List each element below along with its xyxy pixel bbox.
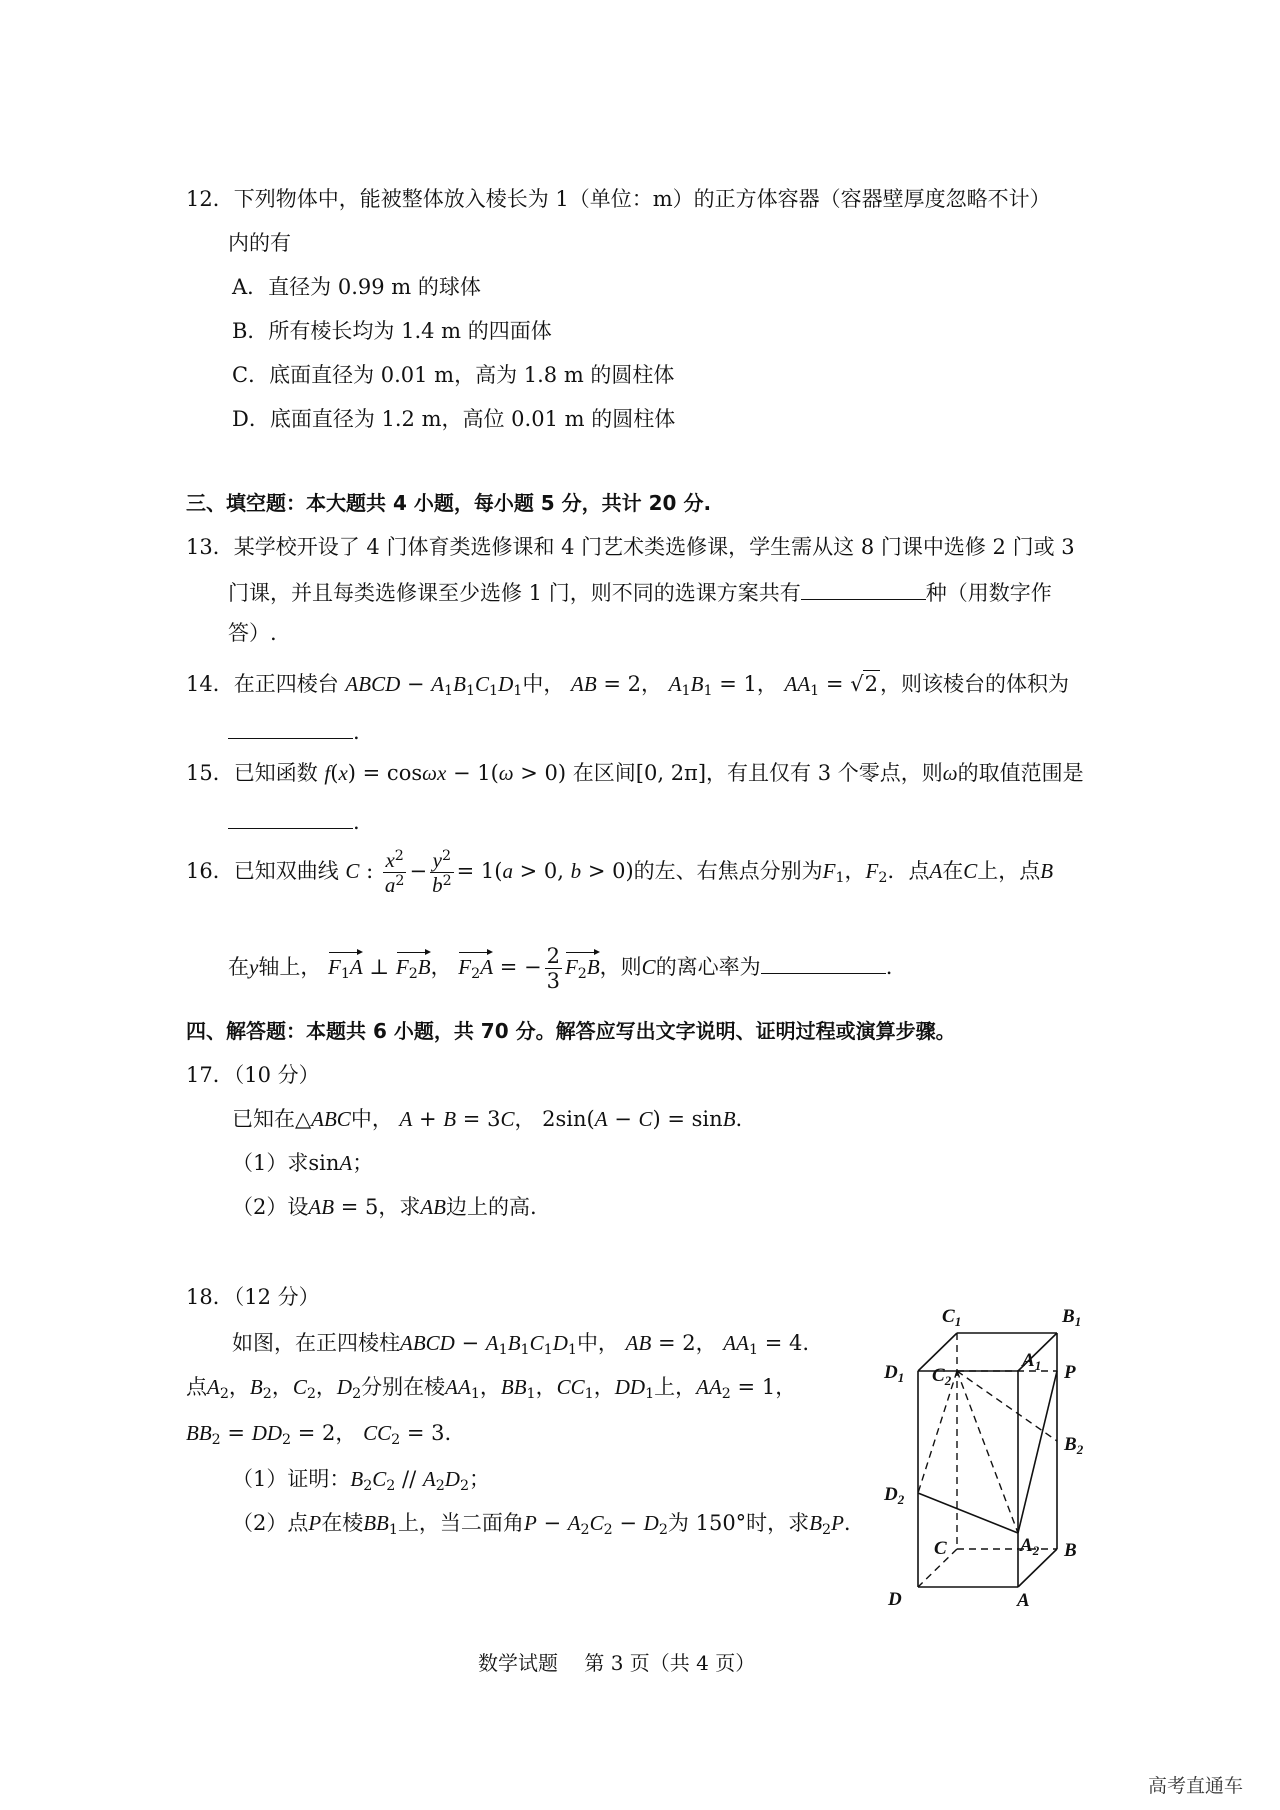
q16-text5: 上，点: [977, 859, 1041, 884]
line-c2d2: [918, 1371, 957, 1493]
section4-header: 四、解答题：本题共 6 小题，共 70 分。解答应写出文字说明、证明过程或演算步骤。: [186, 1019, 956, 1043]
q17-condition1-formula: A + B = 3C: [399, 1107, 515, 1131]
q18-text1: 如图，在正四棱柱: [232, 1331, 400, 1355]
q15-line2: [228, 806, 360, 836]
q17-part2-text2: ，求: [378, 1195, 421, 1219]
q16-text1: 已知双曲线: [233, 859, 339, 884]
q13-text2: 门课，并且每类选修课至少选修 1 门，则不同的选课方案共有: [228, 581, 801, 606]
q16-answer-blank[interactable]: [761, 951, 886, 974]
page-footer: 数学试题 第 3 页（共 4 页）: [478, 1651, 756, 1675]
q18-text4: 分别在棱: [361, 1375, 446, 1399]
q18-cc2-formula: $CC_2 = 3$: [363, 1421, 445, 1448]
q18-prism-formula: ABCD − $A_1B_1C_1D_1$: [400, 1331, 577, 1358]
q18-part2: （2）点P在棱$BB_1$上，当二面角$P - A_2C_2 - D_2$为 150°时，求$B_2P$.: [232, 1511, 851, 1538]
label-b: B: [1064, 1540, 1077, 1561]
q13-answer-blank[interactable]: [801, 577, 926, 600]
q12-stem: 下列物体中，能被整体放入棱长为 1（单位：m）的正方体容器（容器壁厚度忽略不计）: [233, 187, 1051, 211]
q14-line1: 14．在正四棱台 ABCD − $A_1B_1C_1D_1$中， AB = 2， $A_1B_1 = 1$， $AA_1 = √2$，则该棱台的体积为: [186, 672, 1069, 699]
q18-aa1-formula: $AA_1 = 4$: [723, 1331, 803, 1358]
q18-line1: 如图，在正四棱柱ABCD − $A_1B_1C_1D_1$中， AB = 2， $AA_1 = 4$.: [232, 1331, 810, 1358]
q15-omega: ω: [942, 761, 958, 785]
q15-number: 15．: [186, 761, 234, 785]
q12-option-a: A．直径为 0.99 m 的球体: [232, 275, 481, 299]
label-c1: $C_1$: [942, 1306, 962, 1329]
q16-var-y: y: [249, 955, 259, 980]
q15-text2: 在区间[0, 2π]，有且仅有 3 个零点，则: [572, 761, 943, 785]
q18-text3: 点: [186, 1375, 207, 1399]
section3-header: 三、填空题：本大题共 4 小题，每小题 5 分，共计 20 分.: [186, 491, 712, 515]
q16-ratio-formula: $F_2A$ = − $\frac{2}{3}$ $F_2B$: [458, 944, 600, 994]
q14-aa1-formula: $AA_1 = √2$: [784, 672, 878, 699]
q18-b2p: $B_2P$: [809, 1511, 844, 1538]
label-a2: $A_2$: [1020, 1535, 1040, 1558]
q13-number: 13．: [186, 535, 234, 559]
q14-text2: 中，: [522, 672, 565, 696]
q13-line1: [186, 534, 1075, 561]
q18-part2-text1: （2）点: [232, 1511, 309, 1535]
label-a: A: [1017, 1590, 1030, 1611]
q18-points: $A_2$，$B_2$，$C_2$，$D_2$: [207, 1375, 362, 1402]
q16-text7: 轴上，: [258, 955, 322, 980]
label-b2: $B_2$: [1064, 1434, 1084, 1457]
q15-line1: [186, 760, 1084, 787]
watermark-logo-text: 高考直通车: [1148, 1775, 1244, 1797]
q16-var-c: C: [963, 859, 978, 884]
q15-text3: 的取值范围是: [957, 761, 1084, 785]
q17-part2: [232, 1194, 537, 1221]
q14-frustum-formula: ABCD − $A_1B_1C_1D_1$: [345, 672, 523, 699]
q16-var-a: A: [929, 859, 943, 884]
q15-end: .: [353, 810, 360, 835]
q18-ab-formula: AB = 2: [625, 1331, 696, 1355]
q16-line1: [186, 848, 1053, 897]
label-b1: $B_1$: [1062, 1306, 1082, 1329]
q12-number: 12．: [186, 187, 234, 211]
q14-number: 14．: [186, 672, 234, 696]
label-c: C: [934, 1538, 947, 1559]
label-d: D: [888, 1589, 902, 1610]
q16-text3: ．点: [887, 859, 930, 884]
label-a1: $A_1$: [1022, 1350, 1042, 1373]
q17-line1: 已知在△ABC中， A + B = 3C， 2sin(A − C) = sinB.: [232, 1107, 743, 1131]
q16-var-c2: C: [641, 955, 656, 980]
q16-text4: 在: [942, 859, 964, 884]
q17-part2-text1: （2）设: [232, 1195, 309, 1219]
q18-bb1: $BB_1$: [363, 1511, 398, 1538]
q16-end: .: [885, 955, 893, 980]
q18-head: 18．（12 分）: [186, 1285, 320, 1309]
q17-text1: 已知在△: [232, 1107, 312, 1131]
q18-part2-text3: 上，当二面角: [397, 1511, 524, 1535]
label-c2: $C_2$: [932, 1365, 952, 1388]
q16-text8: ，则: [599, 955, 642, 980]
q18-line3: $BB_2 = DD_2 = 2$， $CC_2 = 3$.: [186, 1421, 452, 1448]
q18-edges: $AA_1$，$BB_1$，$CC_1$，$DD_1$: [445, 1375, 655, 1402]
label-d2: $D_2$: [884, 1484, 905, 1507]
line-c2a2: [957, 1371, 1018, 1533]
q12-line1: [186, 186, 1051, 213]
q16-line2: 在y轴上， $F_1A$ ⊥ $F_2B$， $F_2A$ = − $\frac{2}{3}$ $F_2B$，则C的离心率为 .: [228, 944, 893, 994]
q12-option-c: C．底面直径为 0.01 m，高为 1.8 m 的圆柱体: [232, 363, 675, 387]
q15-text1: 已知函数: [233, 761, 318, 785]
q12-option-b: B．所有棱长均为 1.4 m 的四面体: [232, 319, 552, 343]
q13-text3: 种（用数字作: [925, 581, 1052, 606]
label-d1: $D_1$: [884, 1362, 905, 1385]
q14-line2: [228, 716, 360, 746]
q17-part1-formula: sinA: [308, 1151, 353, 1175]
q17-head: 17．（10 分）: [186, 1063, 320, 1087]
q13-text1: 某学校开设了 4 门体育类选修课和 4 门艺术类选修课，学生需从这 8 门课中选修 2 门或 3: [233, 535, 1075, 559]
q16-perp-formula: $F_1A$ ⊥ $F_2B$: [328, 955, 431, 983]
q14-a1b1-formula: $A_1B_1 = 1$: [668, 672, 757, 699]
q16-text2: 的左、右焦点分别为: [633, 859, 823, 884]
q18-part2-text4: 为 150°时，求: [667, 1511, 810, 1535]
q12-option-d: D．底面直径为 1.2 m，高位 0.01 m 的圆柱体: [232, 407, 676, 431]
q13-line2: [228, 577, 1052, 607]
q18-aa2-formula: $AA_2 = 1$: [696, 1375, 776, 1402]
q18-part1-formula: $B_2C_2 // A_2D_2$: [350, 1467, 470, 1494]
q16-hyperbola-formula: C : $\frac{x^2}{a^2}$ − $\frac{y^2}{b^2}$ = 1(a > 0, b > 0): [345, 847, 634, 898]
q17-condition2-formula: 2sin(A − C) = sinB: [542, 1107, 736, 1131]
q18-text2: 中，: [576, 1331, 619, 1355]
q18-part1-text: （1）证明：: [232, 1467, 351, 1491]
q18-prism-figure: [860, 1300, 1110, 1630]
q18-dihedral-formula: $P - A_2C_2 - D_2$: [523, 1511, 668, 1538]
q14-answer-blank[interactable]: [228, 716, 353, 739]
q16-text6: 在: [228, 955, 249, 980]
q15-function-formula: f(x) = cosωx − 1(ω > 0): [324, 761, 567, 785]
q17-part2-ab: AB: [420, 1195, 446, 1219]
q18-var-p: P: [308, 1511, 322, 1535]
label-p: P: [1064, 1362, 1076, 1383]
q13-line3: 答）.: [228, 621, 277, 645]
q16-number: 16．: [186, 859, 234, 884]
q17-part1-text: （1）求: [232, 1151, 309, 1175]
q14-text1: 在正四棱台: [233, 672, 339, 696]
q17-part2-formula: AB = 5: [308, 1195, 379, 1219]
q17-text2: 中，: [350, 1107, 393, 1131]
q17-triangle-abc: ABC: [311, 1107, 351, 1131]
q18-part1: （1）证明：$B_2C_2 // A_2D_2$；: [232, 1467, 491, 1494]
q18-line2: 点$A_2$，$B_2$，$C_2$，$D_2$分别在棱$AA_1$，$BB_1$，$CC_1$，$DD_1$上，$AA_2 = 1$，: [186, 1375, 797, 1402]
q12-stem-line2: 内的有: [228, 231, 291, 255]
q15-answer-blank[interactable]: [228, 806, 353, 829]
q14-ab-formula: AB = 2: [571, 672, 642, 696]
q18-lengths-formula: $BB_2 = DD_2 = 2$: [186, 1421, 336, 1448]
q17-part1: （1）求sinA；: [232, 1151, 374, 1175]
q14-end: .: [353, 720, 360, 745]
q16-foci: $F_1$，$F_2$: [822, 859, 888, 887]
q17-part2-text3: 边上的高.: [446, 1195, 537, 1219]
line-a2p: [1018, 1371, 1057, 1533]
q18-text5: 上，: [654, 1375, 697, 1399]
q14-text3: ，则该棱台的体积为: [879, 672, 1069, 696]
line-d2a2: [918, 1493, 1018, 1533]
q16-var-b: B: [1040, 859, 1054, 884]
q18-part2-text2: 在棱: [321, 1511, 364, 1535]
q16-text9: 的离心率为: [655, 955, 761, 980]
